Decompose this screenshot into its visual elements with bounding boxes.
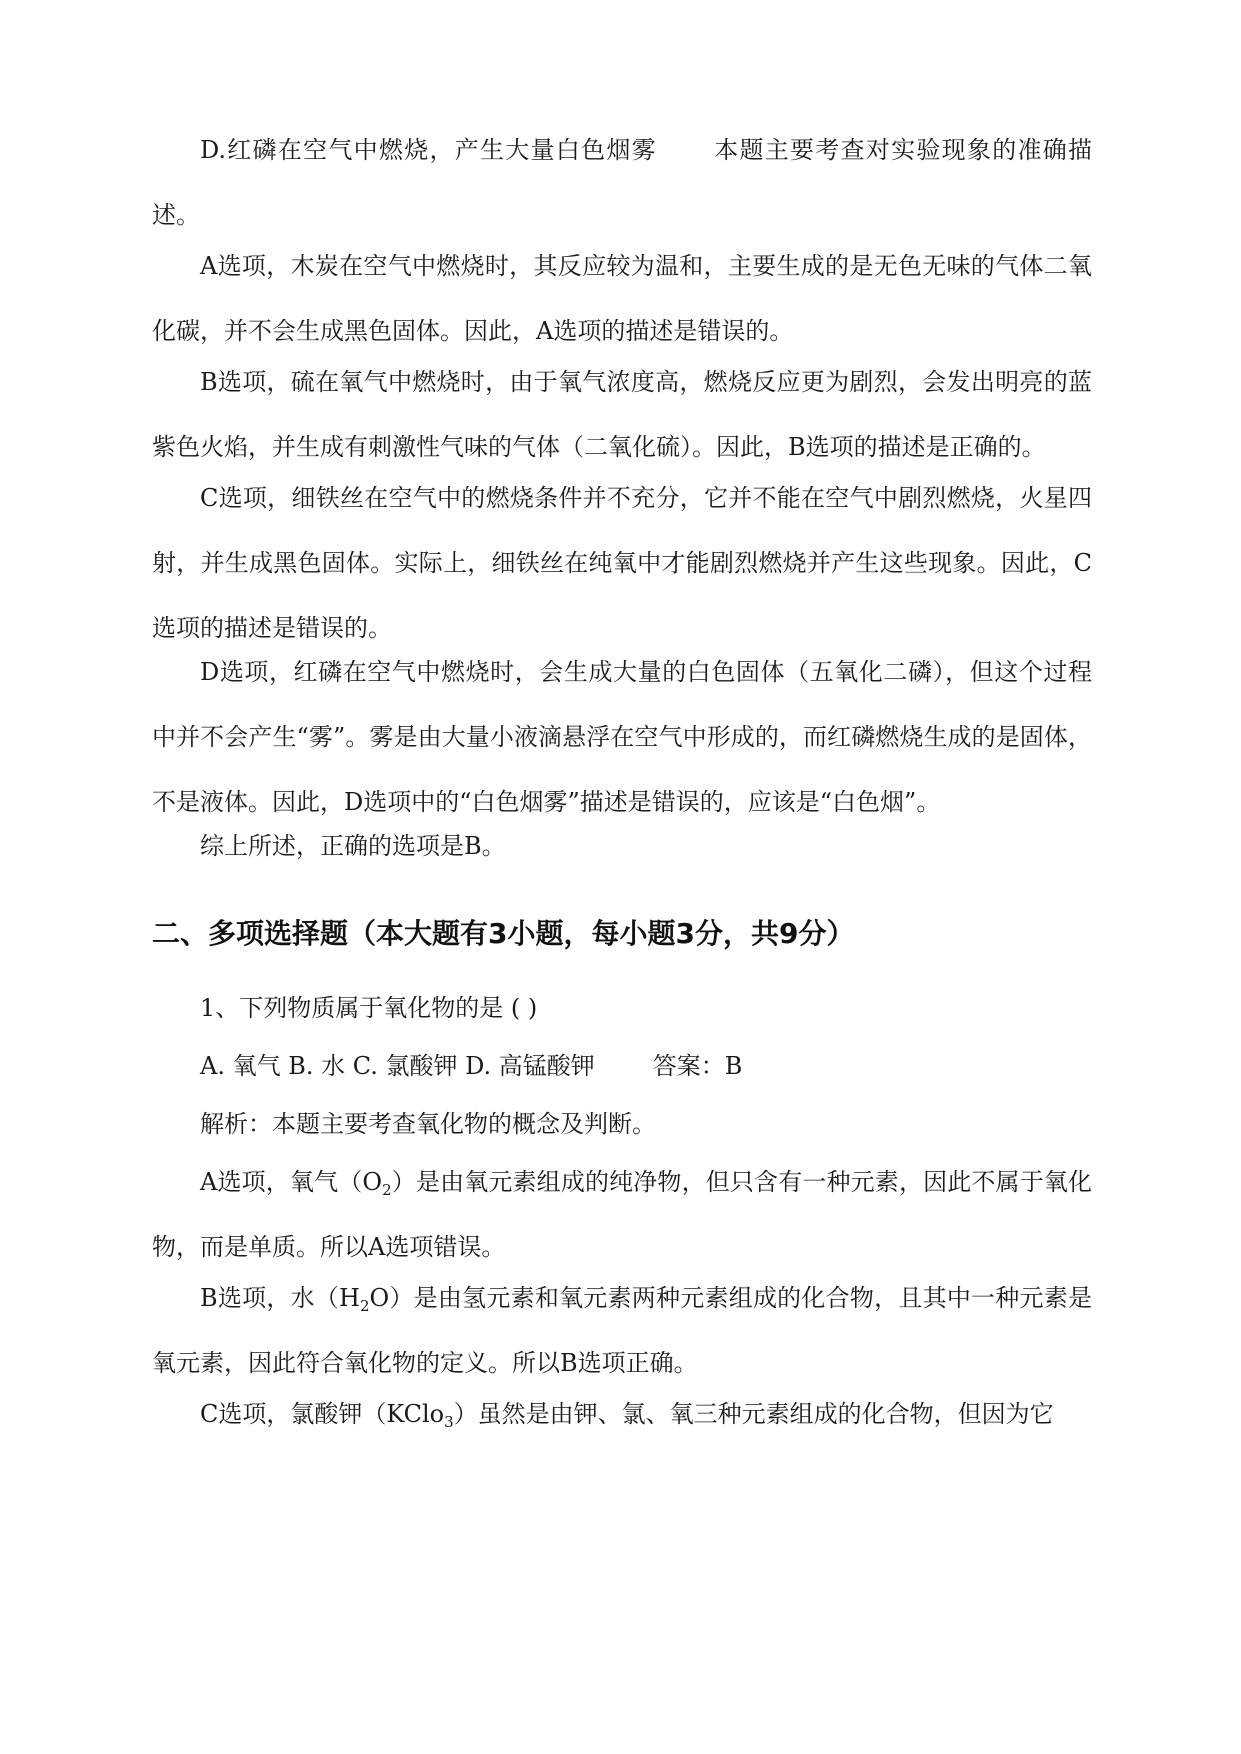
option-c-text-post: ）虽然是由钾、氯、氧三种元素组成的化合物，但因为它 [453, 1400, 1054, 1428]
subscript: 2 [382, 1181, 392, 1199]
question-options-line [152, 1034, 1092, 1099]
paragraph-conclusion: 综上所述，正确的选项是B。 [200, 832, 506, 860]
question-options: A. 氧气 B. 水 C. 氯酸钾 D. 高锰酸钾 [200, 1052, 595, 1080]
question-stem: 1、下列物质属于氧化物的是 ( ) [200, 994, 538, 1022]
option-c-text-pre: C选项，氯酸钾（KClo [200, 1400, 445, 1428]
paragraph-question-option-a [152, 1150, 1092, 1280]
question-answer: 答案：B [652, 1052, 743, 1080]
question-analysis: 解析：本题主要考查氧化物的概念及判断。 [200, 1110, 656, 1138]
subscript: 2 [359, 1297, 370, 1315]
paragraph-option-d-analysis: D选项，红磷在空气中燃烧时，会生成大量的白色固体（五氧化二磷），但这个过程中并不会产生“雾”。雾是由大量小液滴悬浮在空气中形成的，而红磷燃烧生成的是固体，不是液体。因此，D选项中的“白色烟雾”描述是错误的，应该是“白色烟”。 [152, 658, 1092, 816]
paragraph-option-a-analysis: A选项，木炭在空气中燃烧时，其反应较为温和，主要生成的是无色无味的气体二氧化碳，并不会生成黑色固体。因此，A选项的描述是错误的。 [152, 252, 1092, 345]
section-heading: 二、多项选择题（本大题有3小题，每小题3分，共9分） [152, 917, 855, 950]
paragraph-option-d-statement [152, 118, 1092, 248]
subscript: 3 [444, 1413, 454, 1431]
option-b-text-post: O）是由氢元素和氧元素两种元素组成的化合物，且其中一种元素是氧元素，因此符合氧化物的定义。所以B选项正确。 [152, 1284, 1092, 1377]
paragraph-option-b-analysis: B选项，硫在氧气中燃烧时，由于氧气浓度高，燃烧反应更为剧烈，会发出明亮的蓝紫色火焰，并生成有刺激性气味的气体（二氧化硫）。因此，B选项的描述是正确的。 [152, 368, 1092, 461]
analysis-intro-text: 本题主要考查对实验现象的准确描述。 [152, 136, 1093, 229]
option-b-text-pre: B选项，水（H [200, 1284, 360, 1312]
option-a-text-post: ）是由氧元素组成的纯净物，但只含有一种元素，因此不属于氧化物，而是单质。所以A选项错误。 [152, 1168, 1093, 1261]
paragraph-question-option-b [152, 1266, 1092, 1396]
paragraph-question-option-c [152, 1382, 1092, 1447]
paragraph-option-c-analysis: C选项，细铁丝在空气中的燃烧条件并不充分，它并不能在空气中剧烈燃烧，火星四射，并生成黑色固体。实际上，细铁丝在纯氧中才能剧烈燃烧并产生这些现象。因此，C选项的描述是错误的。 [152, 484, 1092, 642]
option-d-text: D.红磷在空气中燃烧，产生大量白色烟雾 [200, 136, 657, 164]
option-a-text-pre: A选项，氧气（O [200, 1168, 383, 1196]
